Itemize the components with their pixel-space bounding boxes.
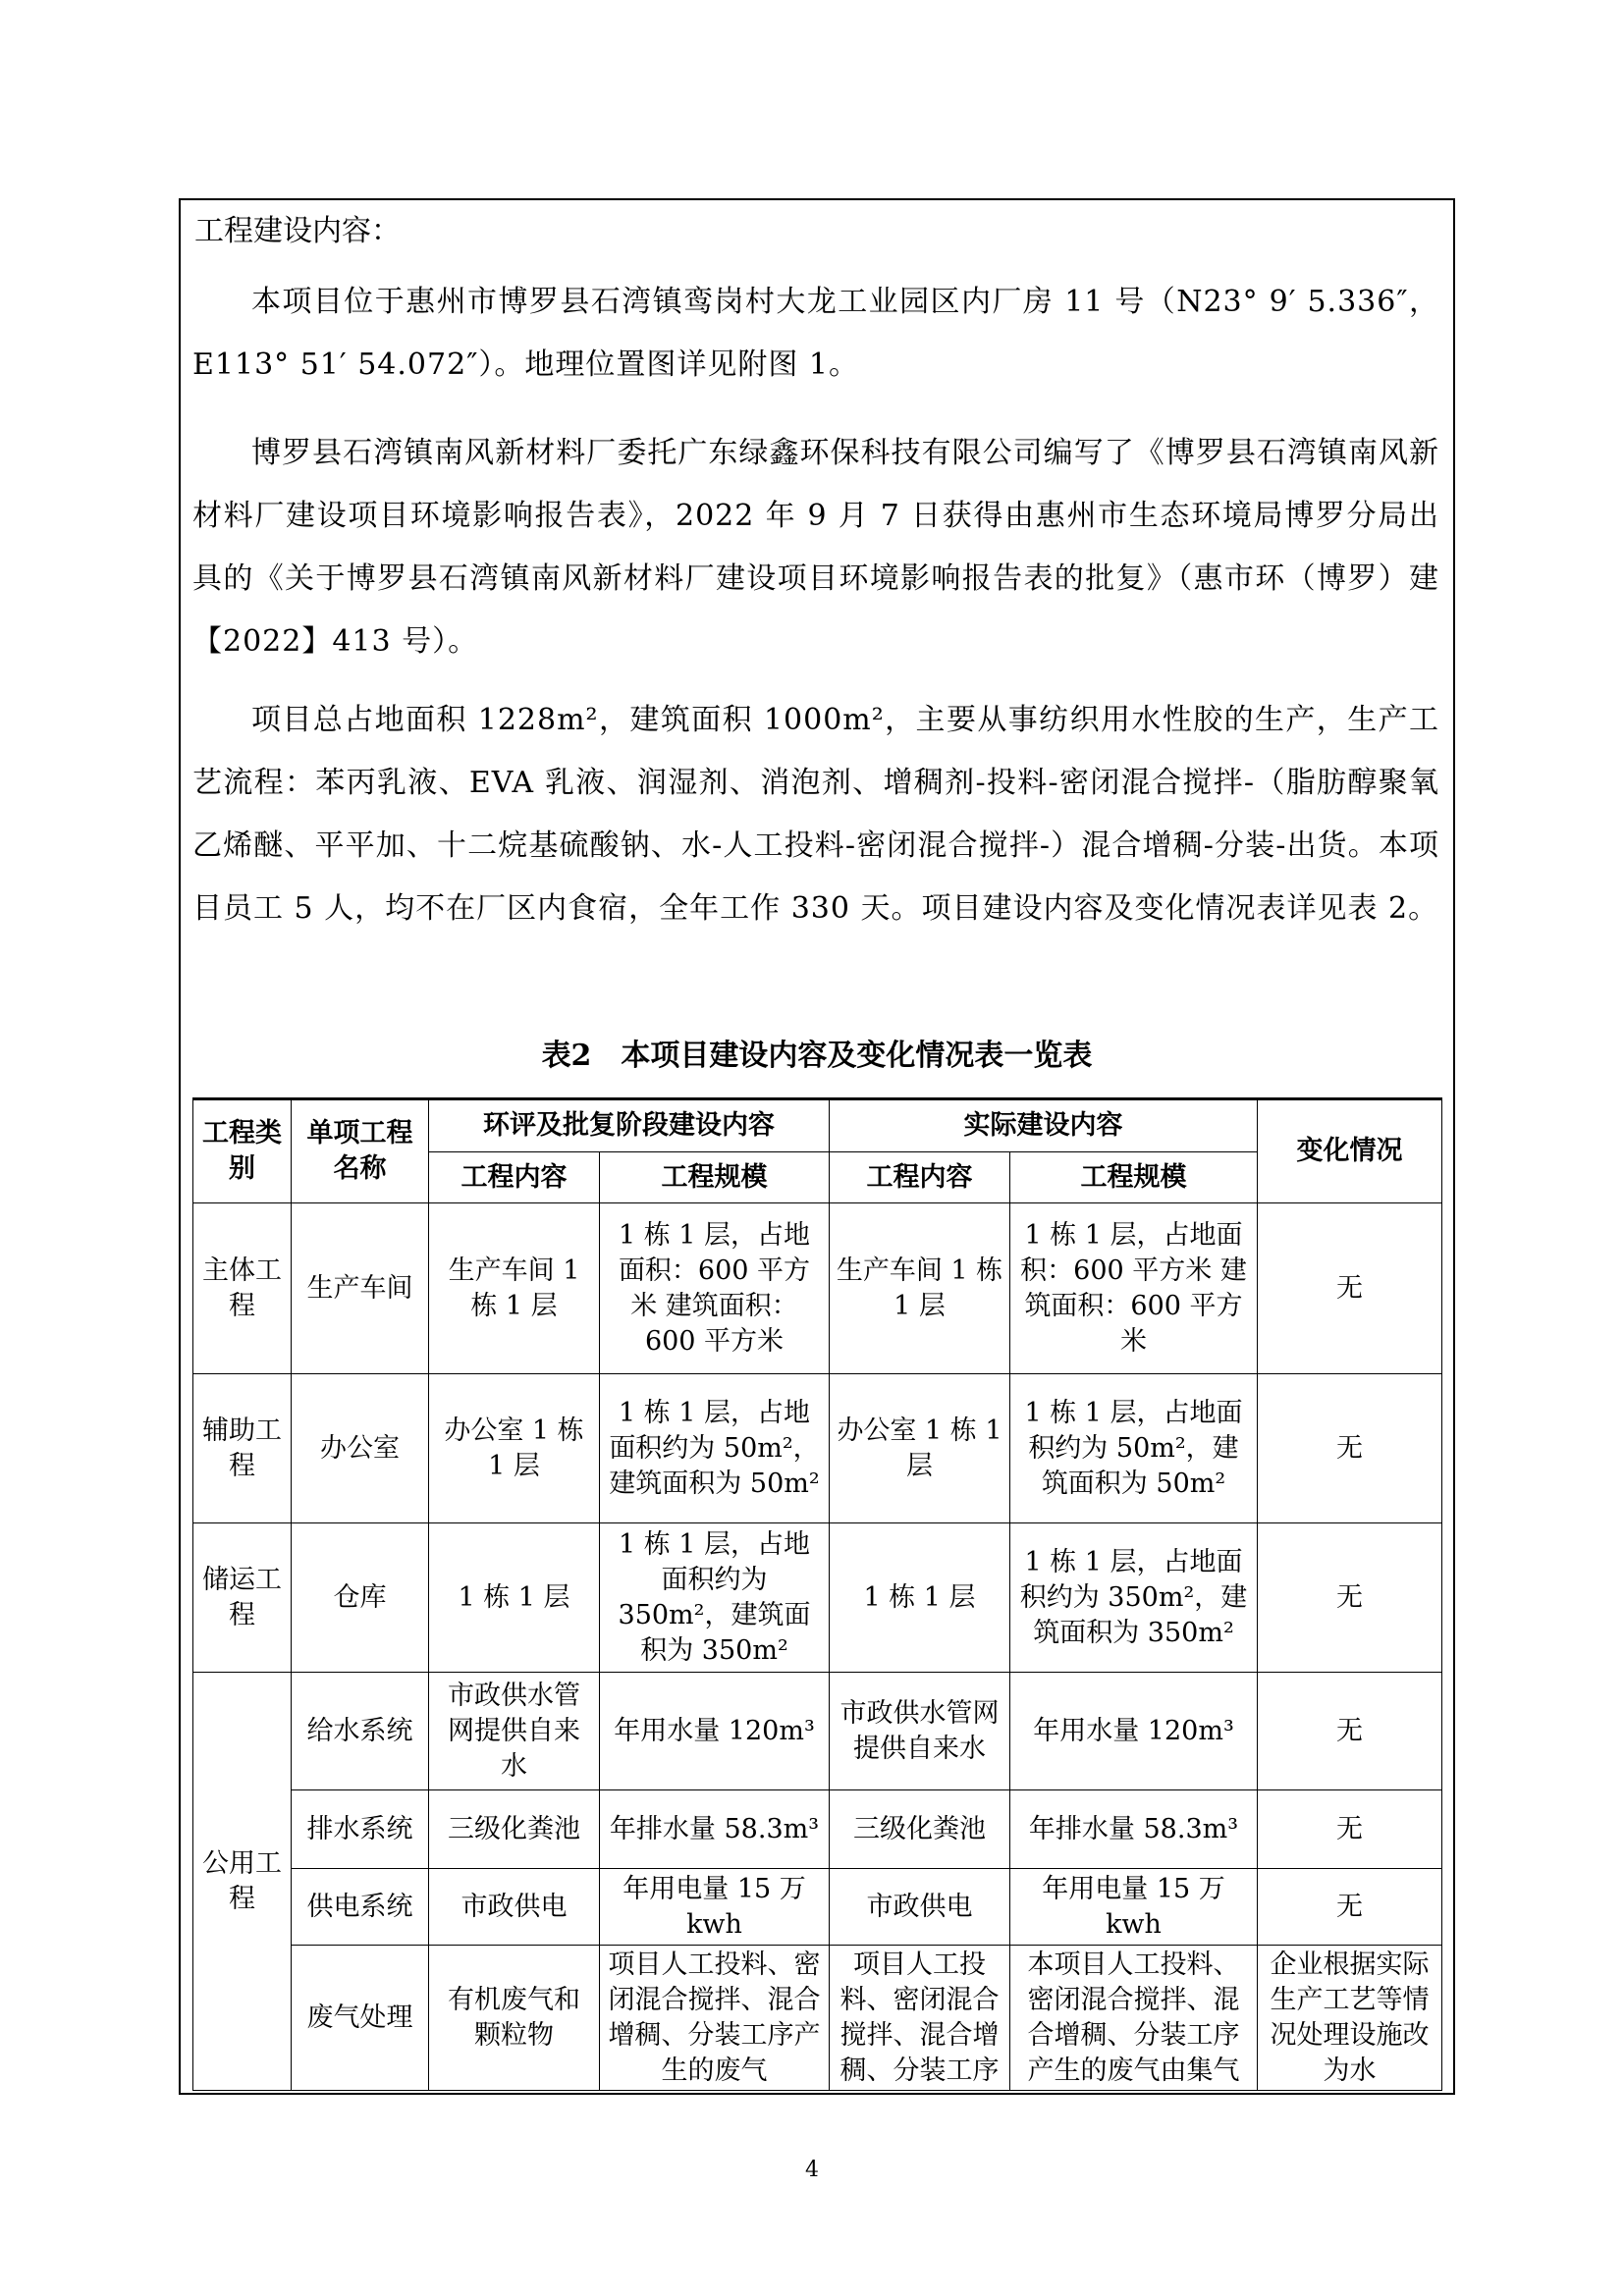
cell-category: 主体工程 xyxy=(193,1203,292,1374)
construction-table xyxy=(192,1097,1442,2091)
cell-actual-content: 办公室 1 栋 1 层 xyxy=(830,1374,1010,1523)
cell-category: 公用工程 xyxy=(193,1673,292,2091)
table-row xyxy=(193,1523,1442,1673)
header-eia-group: 环评及批复阶段建设内容 xyxy=(429,1099,830,1152)
paragraph-overview: 项目总占地面积 1228m²，建筑面积 1000m²，主要从事纺织用水性胶的生产，生产工艺流程：苯丙乳液、EVA 乳液、润湿剂、消泡剂、增稠剂-投料-密闭混合搅拌-（脂肪醇聚氧乙烯醚、平平加、十二烷基硫酸钠、水-人工投料-密闭混合搅拌-）混合增稠-分装-出货。本项目员工 5 人，均不在厂区内食宿，全年工作 330 天。项目建设内容及变化情况表详见表 2。 xyxy=(192,703,1439,926)
cell-actual-scale: 1 栋 1 层，占地面积约为 50m²，建筑面积为 50m² xyxy=(1010,1374,1258,1523)
cell-eia-content: 三级化粪池 xyxy=(429,1790,600,1869)
cell-eia-scale: 年用水量 120m³ xyxy=(600,1673,830,1790)
cell-actual-content: 生产车间 1 栋 1 层 xyxy=(830,1203,1010,1374)
cell-actual-content: 三级化粪池 xyxy=(830,1790,1010,1869)
cell-item: 办公室 xyxy=(292,1374,429,1523)
header-item-name: 单项工程名称 xyxy=(292,1099,429,1203)
cell-actual-content: 项目人工投料、密闭混合搅拌、混合增稠、分装工序 xyxy=(830,1946,1010,2091)
content-frame xyxy=(179,198,1455,2095)
cell-actual-content: 市政供水管网提供自来水 xyxy=(830,1673,1010,1790)
cell-eia-content: 市政供电 xyxy=(429,1869,600,1946)
cell-change: 无 xyxy=(1258,1523,1442,1673)
cell-actual-scale: 1 栋 1 层，占地面积约为 350m²，建筑面积为 350m² xyxy=(1010,1523,1258,1673)
table-caption: 表2 本项目建设内容及变化情况表一览表 xyxy=(541,1039,1093,1073)
cell-eia-scale: 1 栋 1 层，占地面积约为 350m²，建筑面积为 350m² xyxy=(600,1523,830,1673)
cell-actual-scale: 1 栋 1 层，占地面积：600 平方米 建筑面积：600 平方米 xyxy=(1010,1203,1258,1374)
header-eia-scale: 工程规模 xyxy=(600,1152,830,1203)
cell-eia-content: 有机废气和颗粒物 xyxy=(429,1946,600,2091)
cell-item: 生产车间 xyxy=(292,1203,429,1374)
table-row xyxy=(193,1673,1442,1790)
header-change: 变化情况 xyxy=(1258,1099,1442,1203)
cell-actual-scale: 年用电量 15 万 kwh xyxy=(1010,1869,1258,1946)
cell-item: 供电系统 xyxy=(292,1869,429,1946)
cell-actual-scale: 年排水量 58.3m³ xyxy=(1010,1790,1258,1869)
cell-eia-scale: 1 栋 1 层，占地面积：600 平方米 建筑面积：600 平方米 xyxy=(600,1203,830,1374)
cell-change: 企业根据实际生产工艺等情况处理设施改为水 xyxy=(1258,1946,1442,2091)
table-header-row xyxy=(193,1099,1442,1152)
table-row xyxy=(193,1869,1442,1946)
cell-item: 给水系统 xyxy=(292,1673,429,1790)
cell-eia-scale: 年排水量 58.3m³ xyxy=(600,1790,830,1869)
table-row xyxy=(193,1203,1442,1374)
table-row xyxy=(193,1790,1442,1869)
cell-eia-content: 办公室 1 栋 1 层 xyxy=(429,1374,600,1523)
cell-change: 无 xyxy=(1258,1869,1442,1946)
cell-actual-content: 市政供电 xyxy=(830,1869,1010,1946)
cell-actual-content: 1 栋 1 层 xyxy=(830,1523,1010,1673)
cell-category: 储运工程 xyxy=(193,1523,292,1673)
cell-eia-content: 生产车间 1 栋 1 层 xyxy=(429,1203,600,1374)
header-actual-content: 工程内容 xyxy=(830,1152,1010,1203)
cell-change: 无 xyxy=(1258,1673,1442,1790)
header-actual-group: 实际建设内容 xyxy=(830,1099,1258,1152)
cell-eia-scale: 项目人工投料、密闭混合搅拌、混合增稠、分装工序产生的废气 xyxy=(600,1946,830,2091)
cell-item: 仓库 xyxy=(292,1523,429,1673)
cell-eia-scale: 年用电量 15 万 kwh xyxy=(600,1869,830,1946)
cell-eia-scale: 1 栋 1 层，占地面积约为 50m²，建筑面积为 50m² xyxy=(600,1374,830,1523)
cell-eia-content: 1 栋 1 层 xyxy=(429,1523,600,1673)
paragraph-location: 本项目位于惠州市博罗县石湾镇鸾岗村大龙工业园区内厂房 11 号（N23° 9′ 5.336″，E113° 51′ 54.072″）。地理位置图详见附图 1。 xyxy=(192,285,1439,382)
cell-actual-scale: 本项目人工投料、密闭混合搅拌、混合增稠、分装工序产生的废气由集气 xyxy=(1010,1946,1258,2091)
cell-change: 无 xyxy=(1258,1790,1442,1869)
cell-actual-scale: 年用水量 120m³ xyxy=(1010,1673,1258,1790)
section-heading: 工程建设内容： xyxy=(194,214,401,248)
header-actual-scale: 工程规模 xyxy=(1010,1152,1258,1203)
header-category: 工程类别 xyxy=(193,1099,292,1203)
table-row xyxy=(193,1946,1442,2091)
table-row xyxy=(193,1374,1442,1523)
cell-category: 辅助工程 xyxy=(193,1374,292,1523)
cell-eia-content: 市政供水管网提供自来水 xyxy=(429,1673,600,1790)
cell-item: 废气处理 xyxy=(292,1946,429,2091)
cell-change: 无 xyxy=(1258,1203,1442,1374)
header-eia-content: 工程内容 xyxy=(429,1152,600,1203)
paragraph-approval: 博罗县石湾镇南风新材料厂委托广东绿鑫环保科技有限公司编写了《博罗县石湾镇南风新材料厂建设项目环境影响报告表》，2022 年 9 月 7 日获得由惠州市生态环境局博罗分局出具的《关于博罗县石湾镇南风新材料厂建设项目环境影响报告表的批复》（惠市环（博罗）建【2022】413 号）。 xyxy=(192,436,1439,659)
cell-item: 排水系统 xyxy=(292,1790,429,1869)
cell-change: 无 xyxy=(1258,1374,1442,1523)
page-number: 4 xyxy=(805,2158,819,2182)
